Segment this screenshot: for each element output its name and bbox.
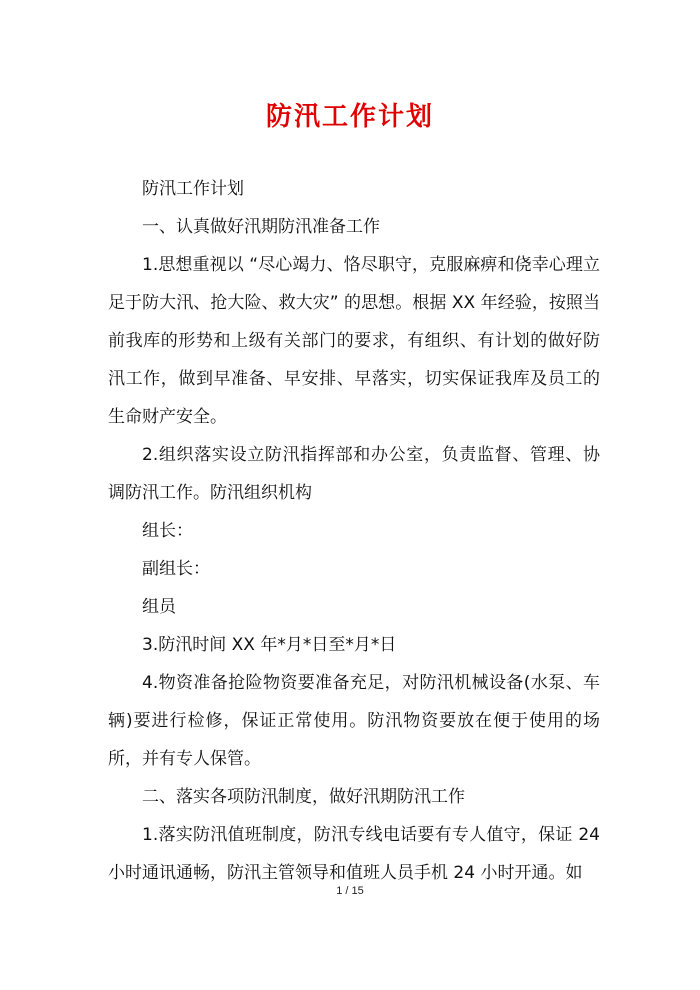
section-heading: 一、认真做好汛期防汛准备工作 [142, 217, 380, 237]
paragraph: 1.落实防汛值班制度，防汛专线电话要有专人值守，保证 24 小时通讯通畅，防汛主管领导和值班人员手机 24 小时开通。如 [108, 825, 600, 883]
paragraph: 1.思想重视以 “尽心竭力、恪尽职守，克服麻痹和侥幸心理立足于防大汛、抢大险、救大灾” 的思想。根据 XX 年经验，按照当前我库的形势和上级有关部门的要求，有组织、有计划的做好防汛工作，做到早准备、早安排、早落实，切实保证我库及员工的生命财产安全。 [108, 255, 600, 427]
section-heading: 二、落实各项防汛制度，做好汛期防汛工作 [142, 787, 465, 807]
paragraph: 组长： [142, 521, 193, 541]
paragraph: 组员 [142, 597, 176, 617]
paragraph: 3.防汛时间 XX 年*月*日至*月*日 [142, 635, 397, 655]
document-title: 防汛工作计划 [265, 102, 434, 132]
paragraph: 防汛工作计划 [142, 179, 244, 199]
paragraph: 2.组织落实设立防汛指挥部和办公室，负责监督、管理、协调防汛工作。防汛组织机构 [108, 445, 600, 503]
page-number: 1 / 15 [336, 885, 364, 897]
document-body [108, 170, 600, 892]
paragraph: 副组长： [142, 559, 210, 579]
paragraph: 4.物资准备抢险物资要准备充足，对防汛机械设备(水泵、车辆)要进行检修，保证正常使用。防汛物资要放在便于使用的场所，并有专人保管。 [108, 673, 600, 769]
